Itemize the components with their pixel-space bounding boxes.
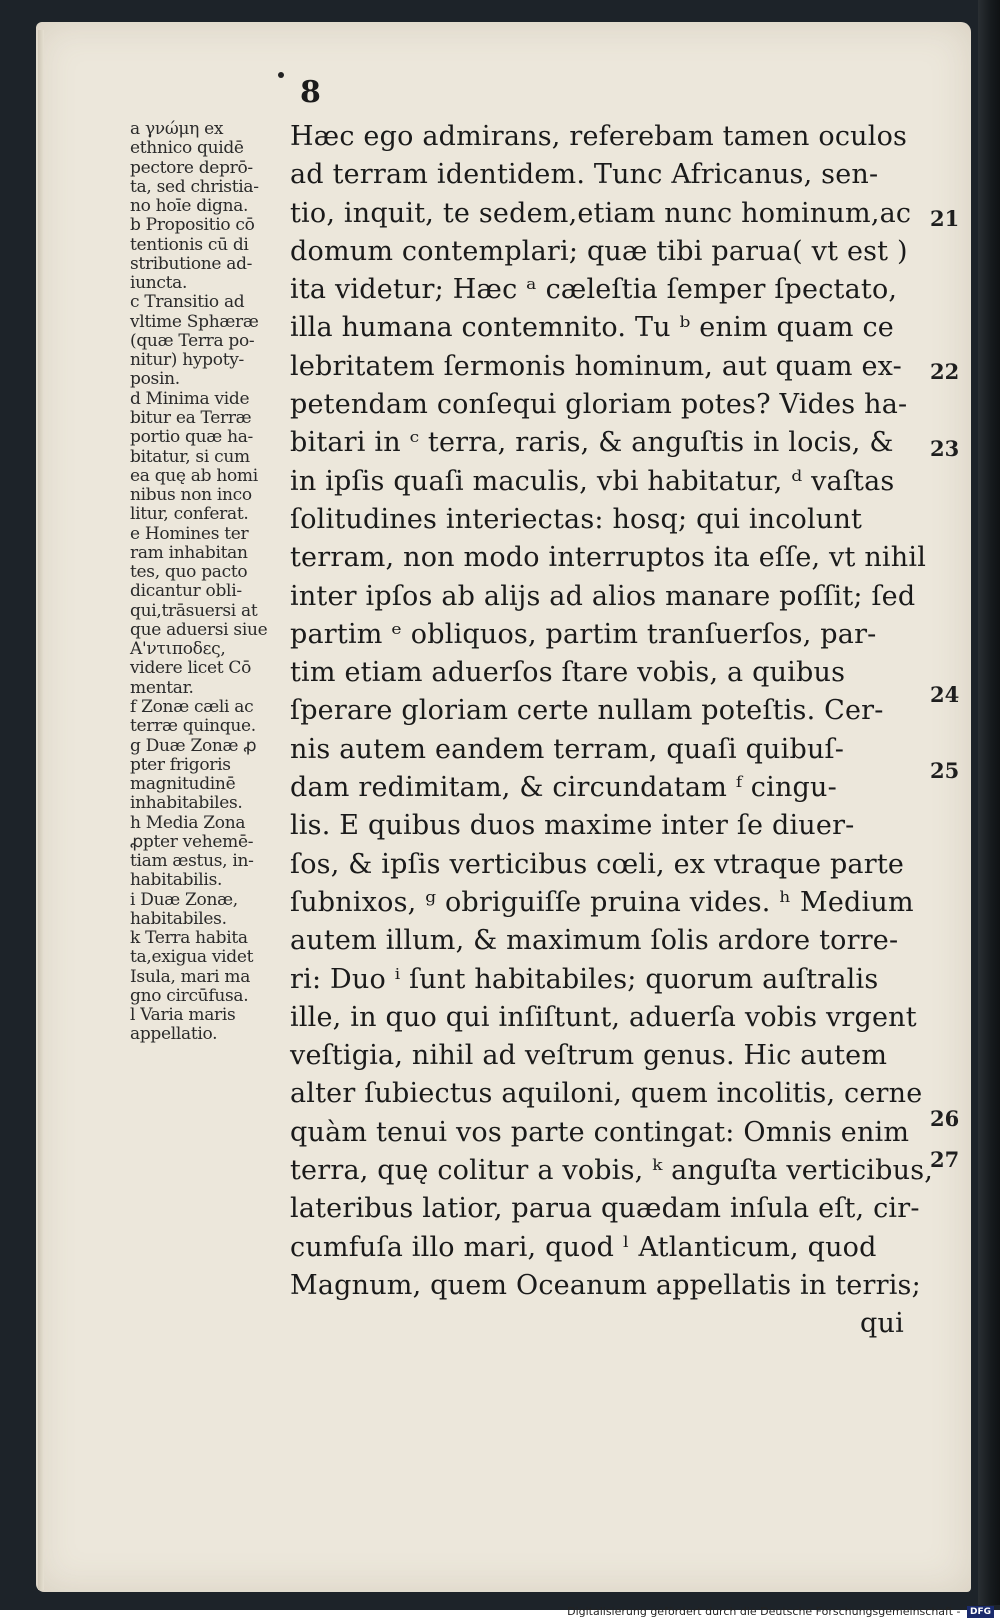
margin-note-line: terræ quinque. <box>130 716 256 737</box>
text-line: ſolitudines interiectas: hosq; qui incolunt <box>290 503 863 535</box>
margin-note-line: magnitudinē <box>130 774 236 795</box>
margin-note-line: habitabilis. <box>130 870 223 891</box>
text-line: tim etiam aduerſos ſtare vobis, a quibus <box>290 657 846 689</box>
line-number: 22 <box>930 359 960 384</box>
margin-note-line: pectore deprō- <box>130 157 253 178</box>
dfg-logo: DFG <box>967 1606 994 1618</box>
page-dot <box>278 72 284 78</box>
text-line: bitari in ᶜ terra, raris, & anguſtis in locis, & <box>290 427 894 459</box>
margin-note-line: inhabitabiles. <box>130 793 243 814</box>
text-line: Hæc ego admirans, referebam tamen oculos <box>290 121 908 152</box>
main-text <box>290 118 934 1344</box>
margin-note-line: dicantur obli- <box>130 581 242 602</box>
page-number: 8 <box>300 75 321 110</box>
margin-note-line: portio quæ ha- <box>130 427 253 448</box>
text-line: in ipſis quaſi maculis, vbi habitatur, ᵈ vaſtas <box>290 465 895 497</box>
margin-note-line: ethnico quidē <box>130 138 244 159</box>
margin-notes <box>130 120 290 1045</box>
margin-note-line: nitur) hypoty- <box>130 350 244 371</box>
margin-note-line: i Duæ Zonæ, <box>130 889 238 910</box>
text-line: terra, quę colitur a vobis, ᵏ anguſta verticibus, <box>290 1155 934 1187</box>
text-line: inter ipſos ab alijs ad alios manare poſſit; ſed <box>290 580 916 612</box>
margin-note-line: appellatio. <box>130 1024 218 1045</box>
margin-note-line: c Transitio ad <box>130 292 245 313</box>
margin-note-line: e Homines ter <box>130 523 249 544</box>
margin-note-line: vltime Sphæræ <box>130 311 259 332</box>
text-line: illa humana contemnito. Tu ᵇ enim quam ce <box>290 312 894 344</box>
text-line: alter ſubiectus aquiloni, quem incolitis, cerne <box>290 1078 923 1110</box>
text-line: nis autem eandem terram, quaſi quibuſ- <box>290 733 845 765</box>
margin-note-line: (quæ Terra po- <box>130 330 255 351</box>
margin-note-line: a γνώμη ex <box>130 119 224 139</box>
text-line: dam redimitam, & circundatam ᶠ cingu- <box>290 772 837 804</box>
margin-note-line: bitatur, si cum <box>130 446 250 467</box>
margin-note-line: g Duæ Zonæ ꝓ <box>130 735 257 756</box>
margin-note-line: tiam æstus, in- <box>130 851 254 872</box>
digitization-footer <box>567 1605 994 1618</box>
line-number: 25 <box>930 758 960 783</box>
margin-note-line: posin. <box>130 369 180 390</box>
margin-note-line: pter frigoris <box>130 754 231 775</box>
text-line: ſperare gloriam certe nullam poteſtis. Cer- <box>290 695 884 727</box>
margin-note-line: f Zonæ cæli ac <box>130 696 254 717</box>
margin-note-line: ea quę ab homi <box>130 465 258 486</box>
text-line: lis. E quibus duos maxime inter ſe diuer- <box>290 810 855 842</box>
line-number: 21 <box>930 206 960 231</box>
page-edge <box>38 30 44 1590</box>
text-line: lateribus latior, parua quædam inſula eſt, cir- <box>290 1193 920 1225</box>
line-number: 27 <box>930 1147 960 1172</box>
margin-note-line: gno circūfusa. <box>130 985 249 1006</box>
margin-note-line: l Varia maris <box>130 1005 236 1026</box>
margin-note-line: qui,trāsuersi at <box>130 600 258 621</box>
text-line: ita videtur; Hæc ᵃ cæleſtia ſemper ſpectato, <box>290 274 898 306</box>
margin-note-line: mentar. <box>130 677 194 698</box>
text-line: terram, non modo interruptos ita eſſe, vt nihil <box>290 542 927 574</box>
margin-note-line: d Minima vide <box>130 388 250 409</box>
margin-note-line: A'ντιποδες, <box>130 639 226 660</box>
margin-note-line: habitabiles. <box>130 908 227 929</box>
margin-note-line: h Media Zona <box>130 812 246 833</box>
text-line: lebritatem ſermonis hominum, aut quam ex- <box>290 350 902 382</box>
margin-note-line: bitur ea Terræ <box>130 407 252 428</box>
text-line: ſos, & ipſis verticibus cœli, ex vtraque parte <box>290 848 905 880</box>
margin-note-line: iuncta. <box>130 273 188 294</box>
margin-note-line: stributione ad- <box>130 253 253 274</box>
margin-note-line: videre licet Cō <box>130 658 252 679</box>
text-line: partim ᵉ obliquos, partim tranſuerſos, par- <box>290 618 877 650</box>
margin-note-line: k Terra habita <box>130 928 248 949</box>
text-line: ri: Duo ⁱ ſunt habitabiles; quorum auſtralis <box>290 963 879 995</box>
text-line: veſtigia, nihil ad veſtrum genus. Hic autem <box>290 1040 888 1072</box>
margin-note-line: litur, conferat. <box>130 504 249 525</box>
margin-note-line: tentionis cū di <box>130 234 249 255</box>
margin-note-line: no hoīe digna. <box>130 196 249 217</box>
text-line: ad terram identidem. Tunc Africanus, sen- <box>290 159 879 191</box>
text-line: tio, inquit, te sedem,etiam nunc hominum,ac <box>290 197 912 229</box>
line-number: 24 <box>930 682 960 707</box>
text-line: Magnum, quem Oceanum appellatis in terris; <box>290 1269 921 1301</box>
text-line: petendam conſequi gloriam potes? Vides ha- <box>290 389 908 421</box>
text-line: cumfuſa illo mari, quod ˡ Atlanticum, quod <box>290 1231 877 1263</box>
margin-note-line: tes, quo pacto <box>130 562 248 583</box>
margin-note-line: que aduersi siue <box>130 619 268 640</box>
text-line: quàm tenui vos parte contingat: Omnis enim <box>290 1116 910 1148</box>
line-number: 26 <box>930 1106 960 1131</box>
margin-note-line: b Propositio cō <box>130 215 255 236</box>
margin-note-line: ta, sed christia- <box>130 176 259 197</box>
margin-note-line: ta,exigua videt <box>130 947 254 968</box>
line-number: 23 <box>930 436 960 461</box>
text-line: qui <box>860 1308 904 1340</box>
margin-note-line: nibus non inco <box>130 485 252 506</box>
text-line: domum contemplari; quæ tibi parua( vt est ) <box>290 235 908 267</box>
text-line: autem illum, & maximum ſolis ardore torre- <box>290 925 899 957</box>
text-line: ille, in quo qui inſiſtunt, aduerſa vobis vrgent <box>290 1001 917 1033</box>
text-line: ſubnixos, ᵍ obriguiſſe pruina vides. ʰ Medium <box>290 886 914 918</box>
book-binding <box>978 0 1000 1605</box>
margin-note-line: ram inhabitan <box>130 542 248 563</box>
footer-text: Digitalisierung gefördert durch die Deutsche Forschungsgemeinschaft - <box>567 1605 961 1618</box>
margin-note-line: ꝓpter vehemē- <box>130 831 254 852</box>
margin-note-line: Isula, mari ma <box>130 966 251 987</box>
